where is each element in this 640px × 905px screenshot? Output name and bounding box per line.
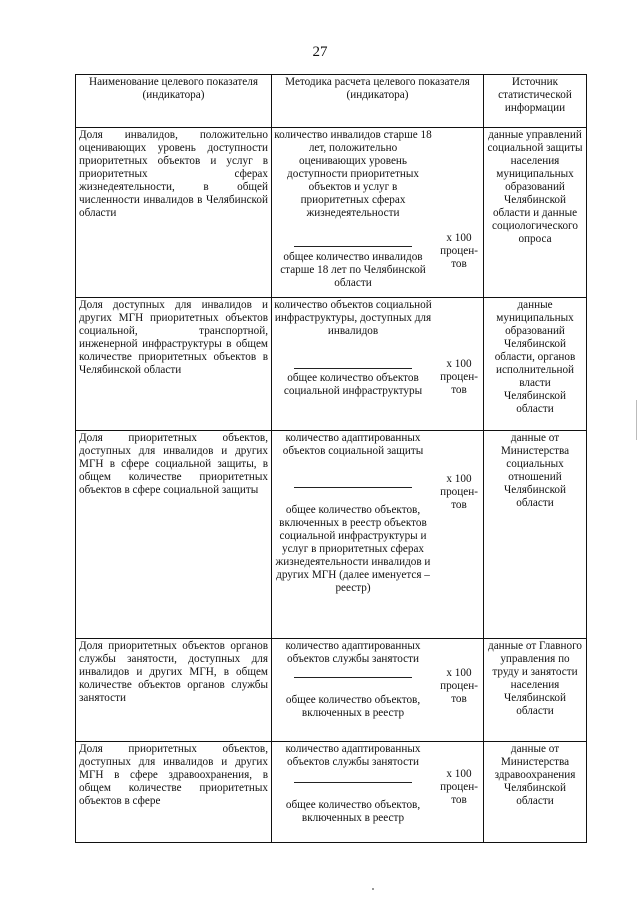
multiplier-percent-1: процен- — [440, 371, 478, 383]
method-cell — [272, 298, 484, 431]
table-row — [76, 128, 587, 298]
fraction-line — [294, 782, 412, 783]
multiplier-x100: x 100 — [446, 768, 472, 780]
fraction-line — [294, 246, 412, 247]
formula-numerator: количество адаптированных объектов службы занятости — [285, 743, 421, 768]
table-row — [76, 639, 587, 742]
formula-denominator: общее количество объектов, включенных в реестр — [285, 694, 421, 719]
page-number: 27 — [312, 44, 328, 60]
multiplier-percent-2: тов — [451, 258, 467, 270]
header-source: Источник статистической информации — [484, 75, 587, 128]
indicator-cell: Доля доступных для инвалидов и других МГН приоритетных объектов социальной, транспортной, инженерной инфраструктуры в общем количестве приоритетных объектов в Челябинской области — [76, 298, 272, 431]
formula-denominator: общее количество инвалидов старше 18 лет по Челябинской области — [280, 251, 426, 289]
header-indicator-name: Наименование целевого показателя (индикатора) — [76, 75, 272, 128]
formula-numerator: количество объектов социальной инфраструктуры, доступных для инвалидов — [274, 299, 432, 337]
method-cell — [272, 431, 484, 639]
fraction-line — [294, 368, 412, 369]
multiplier-percent-1: процен- — [440, 486, 478, 498]
formula-denominator: общее количество объектов социальной инфраструктуры — [283, 372, 423, 397]
source-cell: данные от Главного управления по труду и занятости населения Челябинской области — [484, 639, 587, 742]
scan-dot — [372, 888, 374, 890]
multiplier — [437, 232, 481, 271]
multiplier-x100: x 100 — [446, 473, 472, 485]
indicator-cell: Доля приоритетных объектов органов службы занятости, доступных для инвалидов и других МГН, в общем количестве объектов органов службы занятости — [76, 639, 272, 742]
source-cell: данные от Министерства социальных отношений Челябинской области — [484, 431, 587, 639]
multiplier-percent-2: тов — [451, 693, 467, 705]
multiplier-percent-1: процен- — [440, 245, 478, 257]
multiplier — [437, 768, 481, 807]
multiplier — [437, 473, 481, 512]
table-header-row — [76, 75, 587, 128]
fraction-line — [294, 487, 412, 488]
formula-numerator: количество адаптированных объектов социальной защиты — [282, 432, 424, 457]
formula-denominator: общее количество объектов, включенных в реестр объектов социальной инфраструктуры и услуг в приоритетных сферах жизнедеятельности инвалидов и других МГН (далее именуется – реестр) — [275, 504, 431, 594]
multiplier-percent-1: процен- — [440, 781, 478, 793]
indicator-cell: Доля приоритетных объектов, доступных для инвалидов и других МГН в сфере социальной защиты, в общем количестве приоритетных объектов в сфере социальной защиты — [76, 431, 272, 639]
formula-denominator: общее количество объектов, включенных в реестр — [285, 799, 421, 824]
table-row — [76, 742, 587, 843]
method-cell — [272, 742, 484, 843]
multiplier-x100: x 100 — [446, 358, 472, 370]
scan-edge-mark — [636, 400, 640, 440]
table-row — [76, 298, 587, 431]
multiplier-percent-1: процен- — [440, 680, 478, 692]
indicator-cell: Доля приоритетных объектов, доступных для инвалидов и других МГН в сфере здравоохранения, в общем количестве приоритетных объектов в сфере — [76, 742, 272, 843]
multiplier — [437, 358, 481, 397]
multiplier-x100: x 100 — [446, 232, 472, 244]
formula-numerator: количество адаптированных объектов службы занятости — [285, 640, 421, 665]
source-cell: данные управлений социальной защиты населения муниципальных образований Челябинской области и данные социологического опроса — [484, 128, 587, 298]
source-cell: данные от Министерства здравоохранения Челябинской области — [484, 742, 587, 843]
multiplier-percent-2: тов — [451, 384, 467, 396]
indicators-table — [75, 74, 587, 843]
header-method: Методика расчета целевого показателя (индикатора) — [272, 75, 484, 128]
table-row — [76, 431, 587, 639]
source-cell: данные муниципальных образований Челябинской области, органов исполнительной власти Челябинской области — [484, 298, 587, 431]
multiplier — [437, 667, 481, 706]
multiplier-percent-2: тов — [451, 499, 467, 511]
indicator-cell: Доля инвалидов, положительно оценивающих уровень доступности приоритетных объектов и услуг в приоритетных сферах жизнедеятельности, в общей численности инвалидов в Челябинской области — [76, 128, 272, 298]
method-cell — [272, 639, 484, 742]
method-cell — [272, 128, 484, 298]
fraction-line — [294, 677, 412, 678]
multiplier-x100: x 100 — [446, 667, 472, 679]
multiplier-percent-2: тов — [451, 794, 467, 806]
formula-numerator: количество инвалидов старше 18 лет, положительно оценивающих уровень доступности приоритетных объектов и услуг в приоритетных сферах жизнедеятельности — [274, 129, 432, 219]
